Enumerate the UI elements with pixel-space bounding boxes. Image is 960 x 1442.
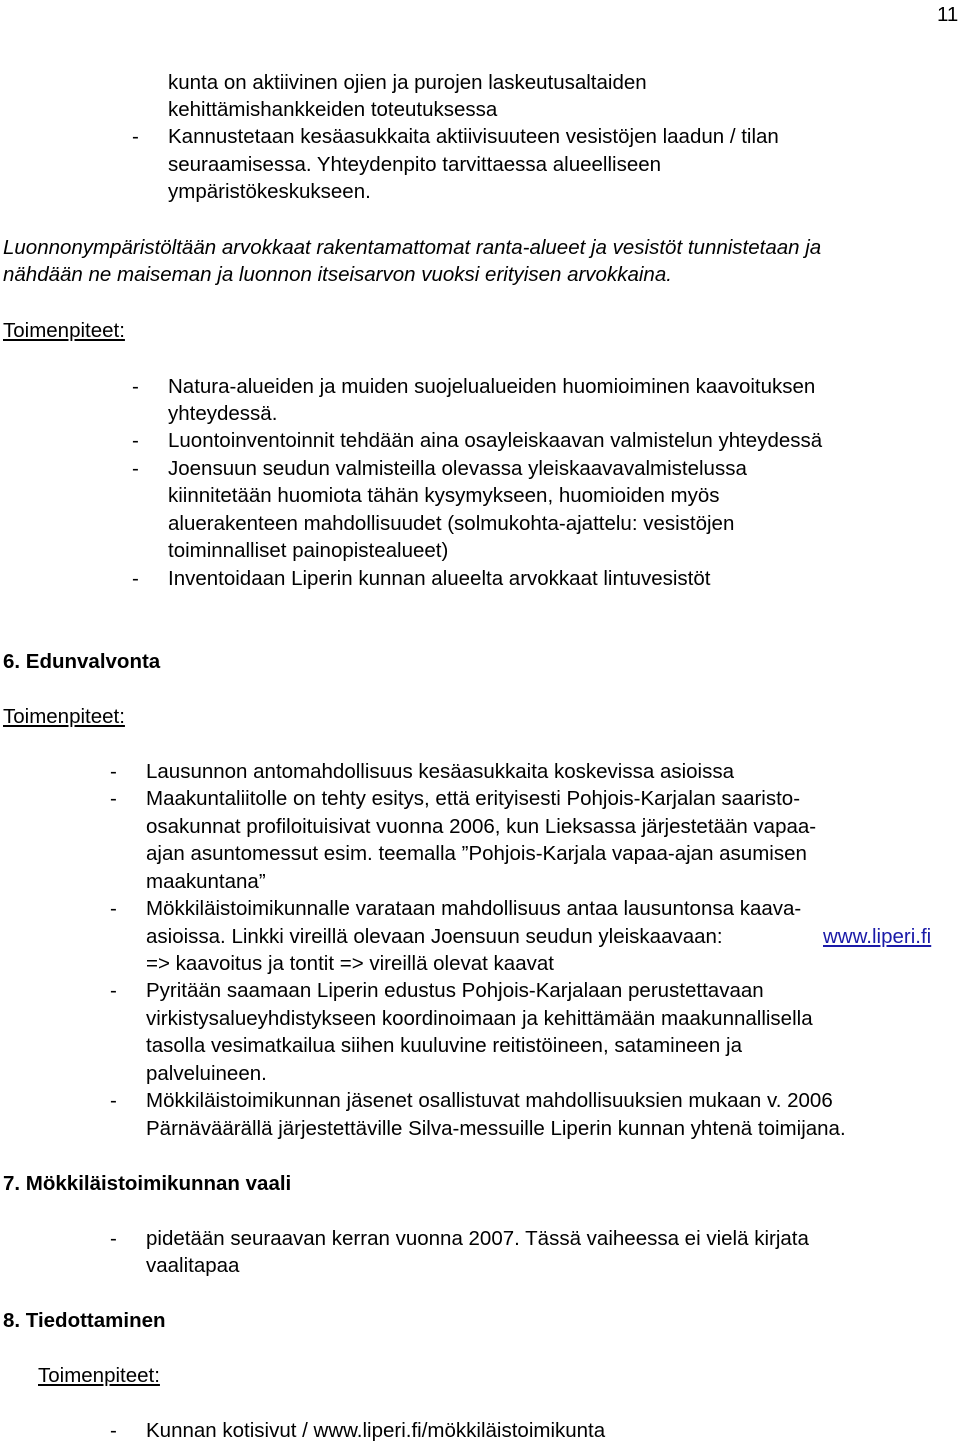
- list-dash: -: [110, 897, 117, 920]
- list-item: palveluineen.: [146, 1062, 267, 1085]
- italic-paragraph-line: Luonnonympäristöltään arvokkaat rakentamattomat ranta-alueet ja vesistöt tunnistetaan ja: [3, 236, 822, 259]
- italic-paragraph-line: nähdään ne maiseman ja luonnon itseisarvon vuoksi erityisen arvokkaina.: [3, 263, 672, 286]
- page-number: 11: [937, 3, 959, 26]
- list-item: yhteydessä.: [168, 402, 278, 425]
- list-dash: -: [110, 1419, 117, 1442]
- list-dash: -: [110, 787, 117, 810]
- list-item: toiminnalliset painopistealueet): [168, 539, 449, 562]
- liperi-link[interactable]: www.liperi.fi: [823, 925, 932, 948]
- measures-label: Toimenpiteet:: [3, 705, 125, 728]
- list-item: Lausunnon antomahdollisuus kesäasukkaita koskevissa asioissa: [146, 760, 735, 783]
- list-item: Natura-alueiden ja muiden suojelualueiden huomioiminen kaavoituksen: [168, 375, 816, 398]
- list-item: Kunnan kotisivut / www.liperi.fi/mökkiläistoimikunta: [146, 1419, 606, 1442]
- section-heading: 6. Edunvalvonta: [3, 650, 161, 673]
- list-item: virkistysalueyhdistykseen koordinoimaan ja kehittämään maakunnallisella: [146, 1007, 813, 1030]
- list-dash: -: [132, 429, 139, 452]
- list-dash: -: [132, 567, 139, 590]
- list-dash: -: [110, 760, 117, 783]
- measures-label: Toimenpiteet:: [38, 1364, 160, 1387]
- list-item: aluerakenteen mahdollisuudet (solmukohta-ajattelu: vesistöjen: [168, 512, 735, 535]
- intro-line: kunta on aktiivinen ojien ja purojen laskeutusaltaiden: [168, 71, 647, 94]
- list-item: ajan asuntomessut esim. teemalla ”Pohjois-Karjala vapaa-ajan asumisen: [146, 842, 807, 865]
- list-item: Inventoidaan Liperin kunnan alueelta arvokkaat lintuvesistöt: [168, 567, 711, 590]
- list-item: Pärnäväärällä järjestettäville Silva-messuille Liperin kunnan yhtenä toimijana.: [146, 1117, 846, 1140]
- section-heading: 8. Tiedottaminen: [3, 1309, 166, 1332]
- intro-line: seuraamisessa. Yhteydenpito tarvittaessa alueelliseen: [168, 153, 662, 176]
- list-item: pidetään seuraavan kerran vuonna 2007. Tässä vaiheessa ei vielä kirjata: [146, 1227, 809, 1250]
- intro-line: Kannustetaan kesäasukkaita aktiivisuuteen vesistöjen laadun / tilan: [168, 125, 779, 148]
- intro-line: kehittämishankkeiden toteutuksessa: [168, 98, 498, 121]
- list-item: kiinnitetään huomiota tähän kysymykseen, huomioiden myös: [168, 484, 720, 507]
- list-item: Mökkiläistoimikunnalle varataan mahdollisuus antaa lausuntonsa kaava-: [146, 897, 802, 920]
- list-item: => kaavoitus ja tontit => vireillä olevat kaavat: [146, 952, 554, 975]
- section-heading: 7. Mökkiläistoimikunnan vaali: [3, 1172, 292, 1195]
- list-dash: -: [110, 979, 117, 1002]
- list-item: Joensuun seudun valmisteilla olevassa yleiskaavavalmistelussa: [168, 457, 747, 480]
- list-item: Luontoinventoinnit tehdään aina osayleiskaavan valmistelun yhteydessä: [168, 429, 823, 452]
- list-item: Mökkiläistoimikunnan jäsenet osallistuvat mahdollisuuksien mukaan v. 2006: [146, 1089, 833, 1112]
- list-dash: -: [110, 1089, 117, 1112]
- intro-line: ympäristökeskukseen.: [168, 180, 371, 203]
- list-dash: -: [110, 1227, 117, 1250]
- list-item: tasolla vesimatkailua siihen kuuluvine reitistöineen, satamineen ja: [146, 1034, 742, 1057]
- list-item: asioissa. Linkki vireillä olevaan Joensuun seudun yleiskaavaan:: [146, 925, 723, 948]
- measures-label: Toimenpiteet:: [3, 319, 125, 342]
- list-dash: -: [132, 375, 139, 398]
- list-item: Pyritään saamaan Liperin edustus Pohjois-Karjalaan perustettavaan: [146, 979, 764, 1002]
- list-item: maakuntana”: [146, 870, 266, 893]
- list-item: vaalitapaa: [146, 1254, 240, 1277]
- list-dash: -: [132, 457, 139, 480]
- list-item: Maakuntaliitolle on tehty esitys, että erityisesti Pohjois-Karjalan saaristo-: [146, 787, 801, 810]
- list-item: osakunnat profiloituisivat vuonna 2006, kun Lieksassa järjestetään vapaa-: [146, 815, 817, 838]
- list-dash: -: [132, 125, 139, 148]
